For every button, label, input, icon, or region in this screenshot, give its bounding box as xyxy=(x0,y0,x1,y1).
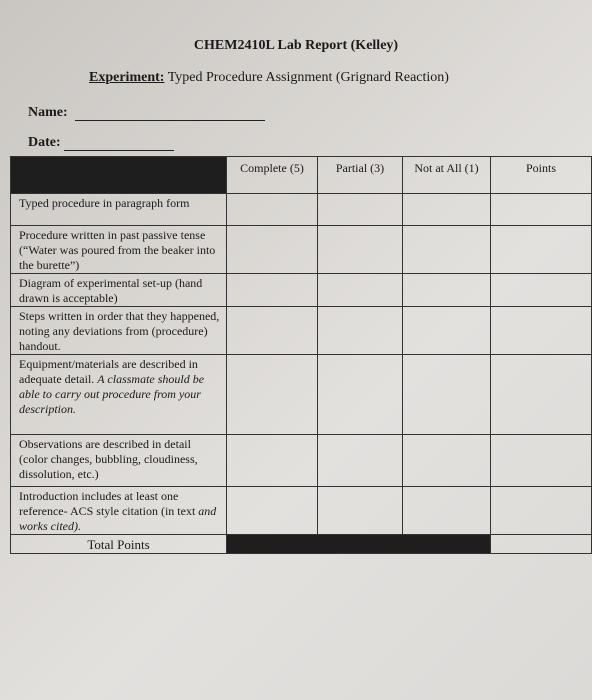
points-cell[interactable] xyxy=(491,435,592,487)
criterion-diagram: Diagram of experimental set-up (hand drawn is acceptable) xyxy=(11,274,227,307)
points-cell[interactable] xyxy=(491,355,592,435)
score-cell[interactable] xyxy=(318,274,403,307)
criterion-steps-order: Steps written in order that they happened, noting any deviations from (procedure) handout. xyxy=(11,307,227,355)
table-header-row xyxy=(11,157,592,194)
score-cell[interactable] xyxy=(227,355,318,435)
table-row xyxy=(11,355,592,435)
score-cell[interactable] xyxy=(227,307,318,355)
table-row xyxy=(11,194,592,226)
experiment-label: Experiment: xyxy=(89,70,165,85)
score-cell[interactable] xyxy=(318,355,403,435)
table-row xyxy=(11,226,592,274)
criterion-passive-tense: Procedure written in past passive tense (“Water was poured from the beaker into the burette”) xyxy=(11,226,227,274)
score-cell[interactable] xyxy=(227,226,318,274)
column-header-points: Points xyxy=(491,157,592,194)
table-row xyxy=(11,274,592,307)
points-cell[interactable] xyxy=(491,487,592,535)
score-cell[interactable] xyxy=(403,435,491,487)
table-row xyxy=(11,307,592,355)
name-blank-line[interactable] xyxy=(75,106,265,121)
total-row xyxy=(11,535,592,554)
score-cell[interactable] xyxy=(318,307,403,355)
column-header-partial: Partial (3) xyxy=(318,157,403,194)
experiment-line xyxy=(89,70,449,86)
date-field-row xyxy=(28,135,174,151)
points-cell[interactable] xyxy=(491,226,592,274)
score-cell[interactable] xyxy=(227,194,318,226)
total-blackout-cell xyxy=(227,535,491,554)
score-cell[interactable] xyxy=(227,487,318,535)
criterion-observations: Observations are described in detail (color changes, bubbling, cloudiness, dissolution, etc.) xyxy=(11,435,227,487)
points-cell[interactable] xyxy=(491,307,592,355)
grading-rubric-table xyxy=(10,156,592,554)
total-points-label: Total Points xyxy=(11,535,227,554)
points-cell[interactable] xyxy=(491,274,592,307)
score-cell[interactable] xyxy=(318,435,403,487)
score-cell[interactable] xyxy=(227,435,318,487)
score-cell[interactable] xyxy=(403,194,491,226)
score-cell[interactable] xyxy=(403,355,491,435)
name-field-row xyxy=(28,105,265,121)
total-points-cell[interactable] xyxy=(491,535,592,554)
score-cell[interactable] xyxy=(403,307,491,355)
points-cell[interactable] xyxy=(491,194,592,226)
experiment-text: Typed Procedure Assignment (Grignard Reaction) xyxy=(167,70,449,85)
score-cell[interactable] xyxy=(227,274,318,307)
score-cell[interactable] xyxy=(318,226,403,274)
name-label: Name: xyxy=(28,105,68,120)
criterion-equipment: Equipment/materials are described in adequate detail. A classmate should be able to carry out procedure from your description. xyxy=(11,355,227,435)
page-title: CHEM2410L Lab Report (Kelley) xyxy=(193,38,399,53)
table-row xyxy=(11,435,592,487)
score-cell[interactable] xyxy=(403,226,491,274)
score-cell[interactable] xyxy=(318,194,403,226)
header-dark-cell xyxy=(11,157,227,194)
criterion-typed-procedure: Typed procedure in paragraph form xyxy=(11,194,227,226)
score-cell[interactable] xyxy=(403,274,491,307)
column-header-complete: Complete (5) xyxy=(227,157,318,194)
date-blank-line[interactable] xyxy=(64,136,174,151)
criterion-introduction: Introduction includes at least one reference- ACS style citation (in text and works cited). xyxy=(11,487,227,535)
column-header-not-at-all: Not at All (1) xyxy=(403,157,491,194)
score-cell[interactable] xyxy=(318,487,403,535)
date-label: Date: xyxy=(28,135,61,150)
table-row xyxy=(11,487,592,535)
score-cell[interactable] xyxy=(403,487,491,535)
